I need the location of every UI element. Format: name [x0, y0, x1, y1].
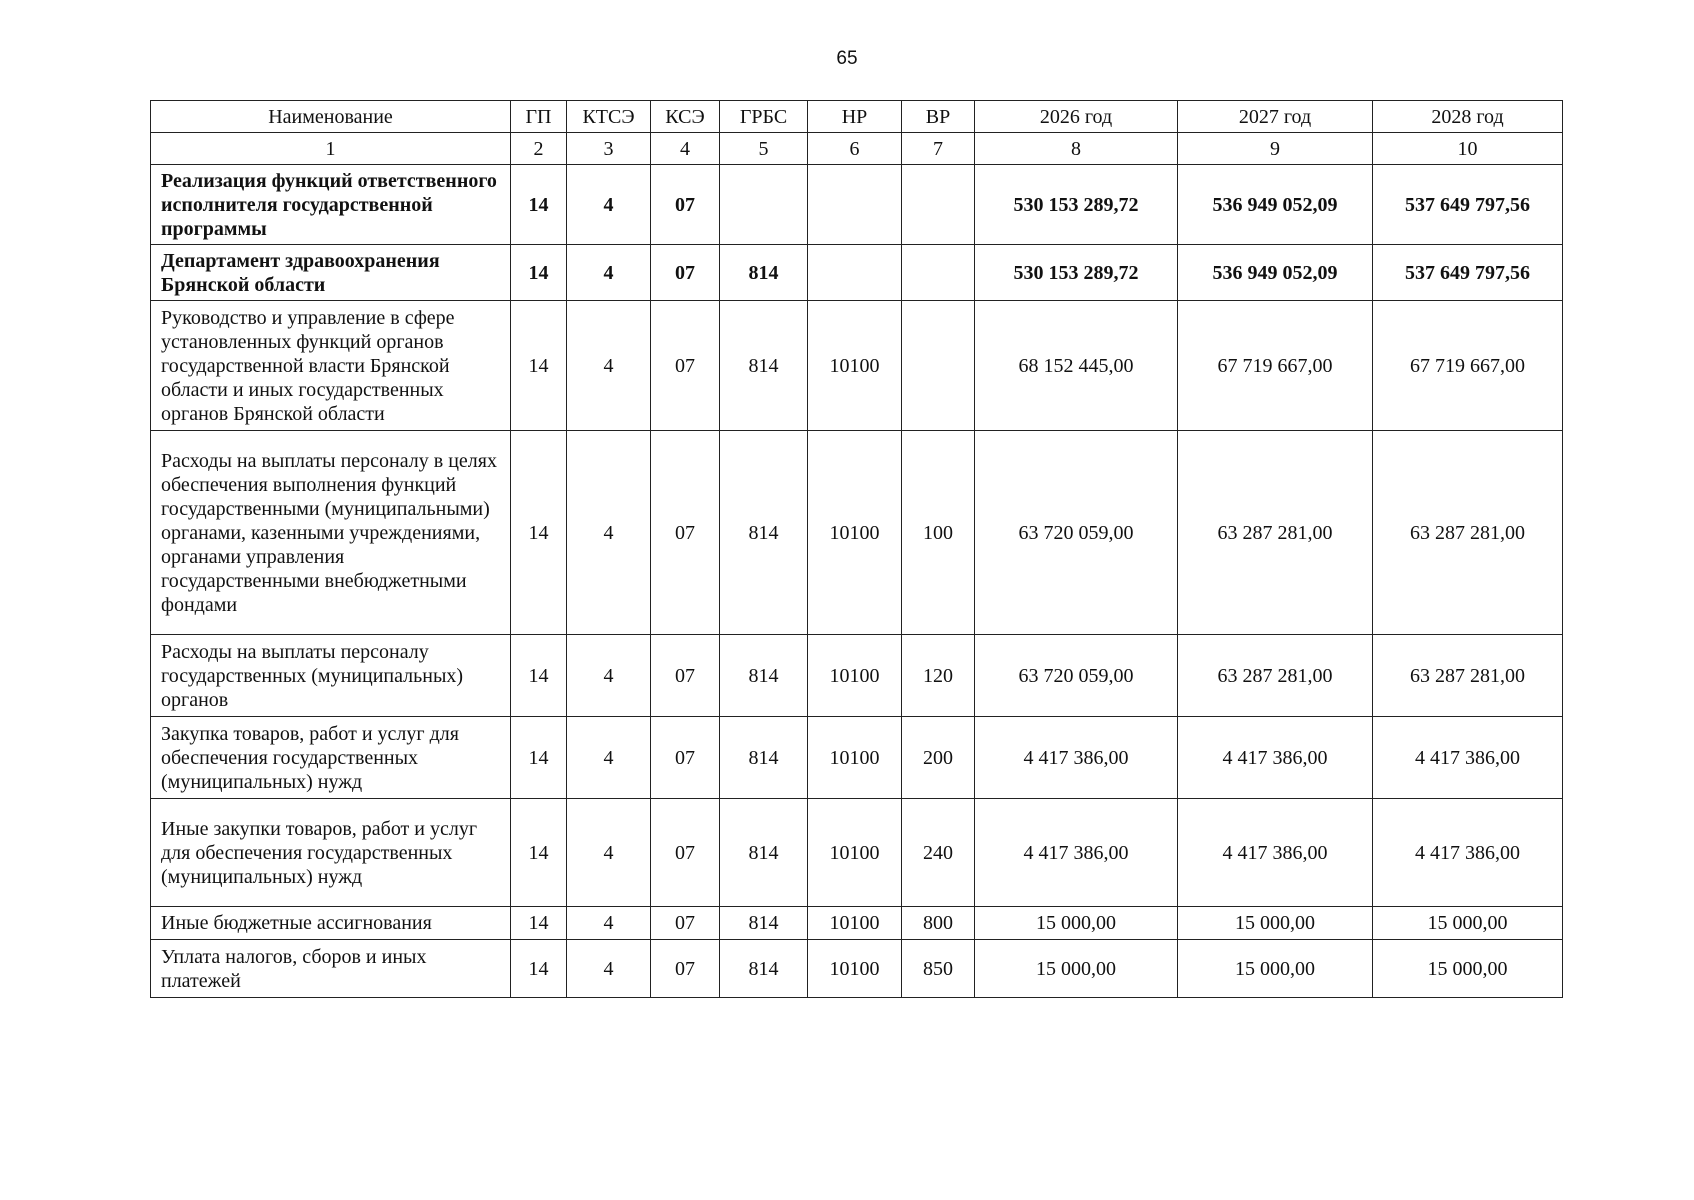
cell-ktse: 4 [567, 717, 651, 799]
table-row [151, 940, 1563, 998]
cell-ktse: 4 [567, 907, 651, 940]
cell-nr: 10100 [808, 635, 902, 717]
cell-ktse: 4 [567, 799, 651, 907]
column-header: КСЭ [651, 101, 720, 133]
cell-nr [808, 245, 902, 301]
cell-2027: 63 287 281,00 [1178, 431, 1373, 635]
cell-gp: 14 [511, 907, 567, 940]
cell-2026: 530 153 289,72 [975, 245, 1178, 301]
cell-2026: 4 417 386,00 [975, 799, 1178, 907]
cell-2028: 537 649 797,56 [1373, 245, 1563, 301]
cell-2026: 4 417 386,00 [975, 717, 1178, 799]
column-number: 10 [1373, 133, 1563, 165]
cell-ktse: 4 [567, 301, 651, 431]
cell-kse: 07 [651, 301, 720, 431]
row-name: Реализация функций ответственного исполнителя государственной программы [151, 165, 511, 245]
cell-ktse: 4 [567, 245, 651, 301]
column-number: 6 [808, 133, 902, 165]
header-row [151, 101, 1563, 133]
cell-grbs [720, 165, 808, 245]
cell-nr [808, 165, 902, 245]
column-header: 2027 год [1178, 101, 1373, 133]
column-number: 9 [1178, 133, 1373, 165]
cell-kse: 07 [651, 431, 720, 635]
cell-2028: 67 719 667,00 [1373, 301, 1563, 431]
column-number: 3 [567, 133, 651, 165]
column-header: 2026 год [975, 101, 1178, 133]
cell-2027: 15 000,00 [1178, 940, 1373, 998]
cell-nr: 10100 [808, 907, 902, 940]
cell-2027: 4 417 386,00 [1178, 799, 1373, 907]
cell-2026: 68 152 445,00 [975, 301, 1178, 431]
column-number: 2 [511, 133, 567, 165]
table-row [151, 907, 1563, 940]
cell-kse: 07 [651, 799, 720, 907]
cell-2028: 15 000,00 [1373, 940, 1563, 998]
cell-gp: 14 [511, 245, 567, 301]
cell-2026: 15 000,00 [975, 940, 1178, 998]
cell-kse: 07 [651, 165, 720, 245]
cell-2027: 4 417 386,00 [1178, 717, 1373, 799]
cell-grbs: 814 [720, 717, 808, 799]
cell-vr [902, 165, 975, 245]
column-number: 1 [151, 133, 511, 165]
cell-vr: 120 [902, 635, 975, 717]
cell-ktse: 4 [567, 940, 651, 998]
cell-2027: 63 287 281,00 [1178, 635, 1373, 717]
cell-2026: 15 000,00 [975, 907, 1178, 940]
cell-2028: 63 287 281,00 [1373, 431, 1563, 635]
cell-gp: 14 [511, 940, 567, 998]
cell-kse: 07 [651, 940, 720, 998]
column-header: ВР [902, 101, 975, 133]
cell-grbs: 814 [720, 301, 808, 431]
row-name: Закупка товаров, работ и услуг для обеспечения государственных (муниципальных) нужд [151, 717, 511, 799]
cell-kse: 07 [651, 907, 720, 940]
cell-gp: 14 [511, 717, 567, 799]
row-name: Руководство и управление в сфере установленных функций органов государственной власти Брянской области и иных государственных органов Брянской области [151, 301, 511, 431]
cell-2028: 537 649 797,56 [1373, 165, 1563, 245]
cell-vr: 800 [902, 907, 975, 940]
column-number-row [151, 133, 1563, 165]
column-number: 8 [975, 133, 1178, 165]
cell-ktse: 4 [567, 431, 651, 635]
column-header: Наименование [151, 101, 511, 133]
cell-kse: 07 [651, 717, 720, 799]
cell-gp: 14 [511, 301, 567, 431]
cell-vr: 100 [902, 431, 975, 635]
cell-2027: 536 949 052,09 [1178, 245, 1373, 301]
cell-vr: 240 [902, 799, 975, 907]
cell-grbs: 814 [720, 940, 808, 998]
column-header: ГРБС [720, 101, 808, 133]
cell-nr: 10100 [808, 431, 902, 635]
table-row [151, 635, 1563, 717]
column-header: КТСЭ [567, 101, 651, 133]
cell-gp: 14 [511, 431, 567, 635]
table-row [151, 165, 1563, 245]
cell-gp: 14 [511, 635, 567, 717]
cell-2027: 15 000,00 [1178, 907, 1373, 940]
column-number: 4 [651, 133, 720, 165]
table-row [151, 799, 1563, 907]
cell-2026: 63 720 059,00 [975, 635, 1178, 717]
page-number: 65 [836, 48, 858, 69]
cell-grbs: 814 [720, 907, 808, 940]
table-row [151, 301, 1563, 431]
row-name: Департамент здравоохранения Брянской области [151, 245, 511, 301]
table-row [151, 431, 1563, 635]
row-name: Иные закупки товаров, работ и услуг для обеспечения государственных (муниципальных) нужд [151, 799, 511, 907]
column-header: 2028 год [1373, 101, 1563, 133]
cell-2027: 67 719 667,00 [1178, 301, 1373, 431]
column-number: 7 [902, 133, 975, 165]
cell-gp: 14 [511, 165, 567, 245]
cell-ktse: 4 [567, 165, 651, 245]
table-row [151, 717, 1563, 799]
cell-grbs: 814 [720, 245, 808, 301]
cell-grbs: 814 [720, 799, 808, 907]
cell-gp: 14 [511, 799, 567, 907]
cell-nr: 10100 [808, 940, 902, 998]
row-name: Расходы на выплаты персоналу в целях обеспечения выполнения функций государственными (муниципальными) органами, казенными учреждениями, органами управления государственными внебюджетными фондами [151, 431, 511, 635]
row-name: Уплата налогов, сборов и иных платежей [151, 940, 511, 998]
cell-vr [902, 245, 975, 301]
cell-kse: 07 [651, 245, 720, 301]
column-header: ГП [511, 101, 567, 133]
cell-2026: 63 720 059,00 [975, 431, 1178, 635]
row-name: Расходы на выплаты персоналу государственных (муниципальных) органов [151, 635, 511, 717]
table-row [151, 245, 1563, 301]
column-number: 5 [720, 133, 808, 165]
row-name: Иные бюджетные ассигнования [151, 907, 511, 940]
cell-2028: 63 287 281,00 [1373, 635, 1563, 717]
column-header: НР [808, 101, 902, 133]
cell-nr: 10100 [808, 717, 902, 799]
cell-2028: 15 000,00 [1373, 907, 1563, 940]
cell-vr: 850 [902, 940, 975, 998]
cell-kse: 07 [651, 635, 720, 717]
cell-ktse: 4 [567, 635, 651, 717]
cell-2028: 4 417 386,00 [1373, 799, 1563, 907]
cell-vr: 200 [902, 717, 975, 799]
budget-table [150, 100, 1563, 998]
cell-nr: 10100 [808, 799, 902, 907]
cell-nr: 10100 [808, 301, 902, 431]
cell-2028: 4 417 386,00 [1373, 717, 1563, 799]
cell-vr [902, 301, 975, 431]
cell-grbs: 814 [720, 635, 808, 717]
cell-2027: 536 949 052,09 [1178, 165, 1373, 245]
cell-grbs: 814 [720, 431, 808, 635]
cell-2026: 530 153 289,72 [975, 165, 1178, 245]
